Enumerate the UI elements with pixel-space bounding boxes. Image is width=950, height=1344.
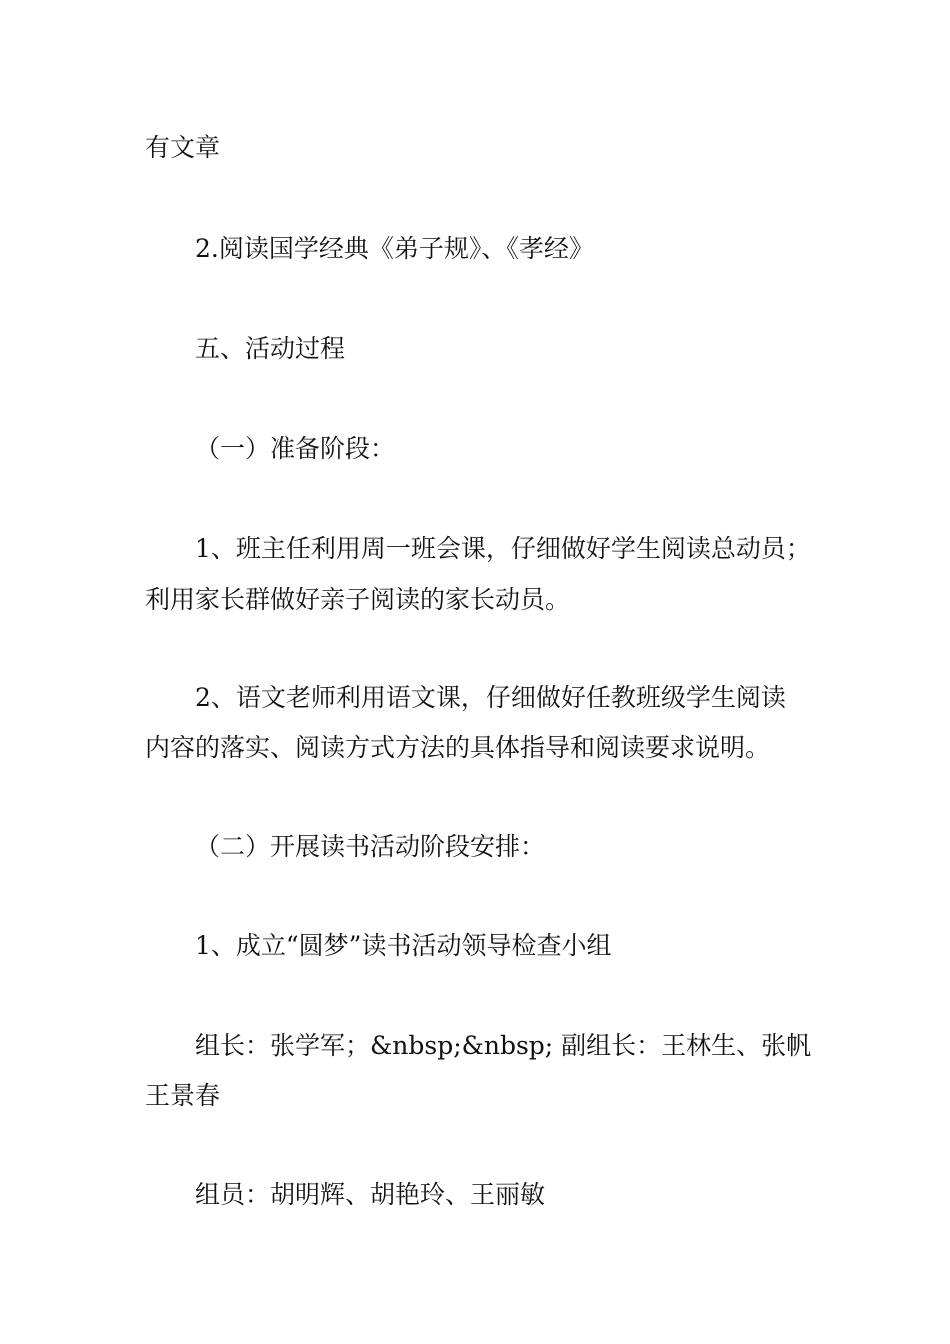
section-heading-activity-process: 五、活动过程 [195, 334, 346, 363]
paragraph-leaders-line-2: 王景春 [145, 1081, 221, 1110]
text-line-item-2: 2.阅读国学经典《弟子规》、《孝经》 [195, 234, 594, 263]
paragraph-2-line-1: 2、语文老师利用语文课，仔细做好任教班级学生阅读 [195, 683, 786, 712]
paragraph-2-line-2: 内容的落实、阅读方式方法的具体指导和阅读要求说明。 [145, 733, 771, 762]
paragraph-1-line-2: 利用家长群做好亲子阅读的家长动员。 [145, 585, 571, 614]
paragraph-leaders-line-1: 组长：张学军；&nbsp;&nbsp; 副组长：王林生、张帆 [195, 1031, 812, 1060]
paragraph-1-line-1: 1、班主任利用周一班会课，仔细做好学生阅读总动员； [195, 534, 811, 563]
paragraph-3-line-1: 1、成立“圆梦”读书活动领导检查小组 [195, 931, 612, 960]
subsection-heading-preparation: （一）准备阶段： [195, 434, 396, 463]
paragraph-members: 组员：胡明辉、胡艳玲、王丽敏 [195, 1180, 546, 1209]
subsection-heading-reading-activity: （二）开展读书活动阶段安排： [195, 832, 546, 861]
text-line-continuation: 有文章 [145, 133, 221, 162]
